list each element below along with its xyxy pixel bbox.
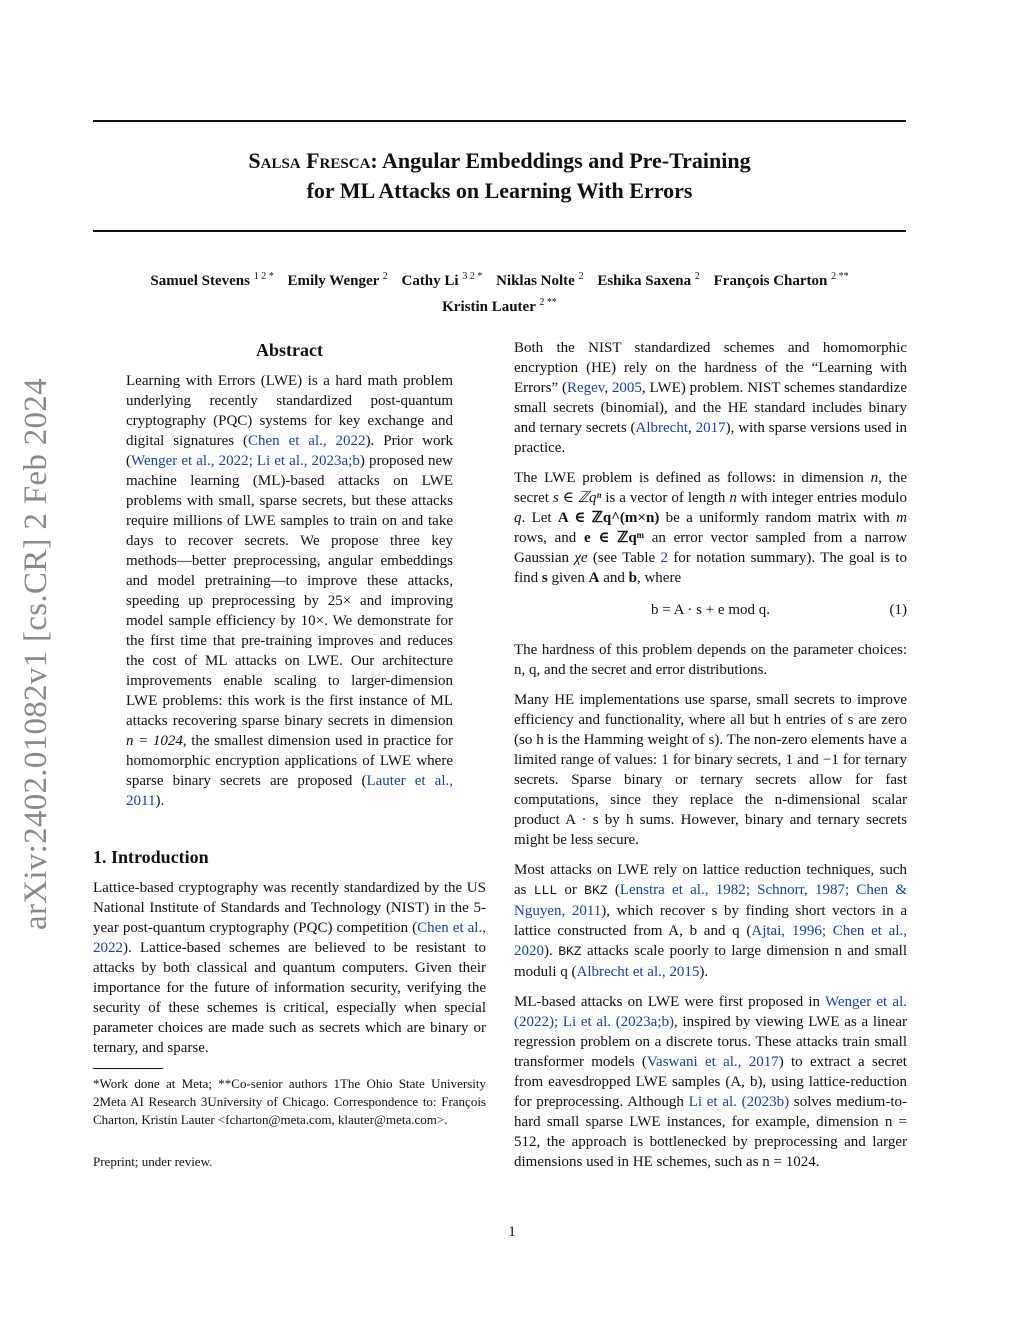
citation-link[interactable]: Albrecht: [635, 420, 689, 436]
title-smallcaps: Salsa Fresca: [248, 148, 371, 173]
author: Cathy Li $^{3 2 *}$: [401, 271, 483, 289]
paragraph-lattice-attacks: Most attacks on LWE rely on lattice reduction techniques, such as LLL or BKZ (Lenstra et al., 1982; Schnorr, 1987; Chen & Nguyen, 2011), which recover s by finding short vectors in a lattice constructed from A, b and q (Ajtai, 1996; Chen et al., 2020). BKZ attacks scale poorly to large dimension n and small moduli q (Albrecht et al., 2015).: [514, 862, 907, 980]
preprint-note: Preprint; under review.: [93, 1154, 213, 1169]
footnote-rule: [93, 1068, 163, 1069]
abstract-heading: Abstract: [256, 340, 323, 360]
footnote: *Work done at Meta; **Co-senior authors 1The Ohio State University 2Meta AI Research 3University of Chicago. Correspondence to: François Charton, Kristin Lauter <fcharton@meta.com, klauter@meta.com>.: [93, 1076, 486, 1127]
author-list: [93, 266, 906, 318]
citation-link[interactable]: Chen et al., 2022: [93, 920, 486, 956]
author: Emily Wenger $^2$: [287, 271, 388, 289]
citation-link[interactable]: Wenger et al., 2022; Li et al., 2023a;b: [131, 453, 360, 469]
author: Kristin Lauter $^{2 **}$: [442, 297, 557, 315]
paragraph-sparse-secrets: Many HE implementations use sparse, small secrets to improve efficiency and functionality, where all but h entries of s are zero (so h is the Hamming weight of s). The non-zero elements have a limited range of values: 1 for binary secrets, 1 and −1 for ternary secrets. Sparse binary or ternary secrets allow for fast computations, since they replace the n-dimensional scalar product A · s by h sums. However, binary and ternary secrets might be less secure.: [514, 692, 907, 848]
citation-link[interactable]: Regev: [566, 380, 605, 396]
page-number: 1: [508, 1224, 516, 1240]
left-column: [93, 338, 486, 1171]
paragraph-hardness: The hardness of this problem depends on the parameter choices: n, q, and the secret and error distributions.: [514, 642, 907, 678]
right-column: [514, 338, 907, 1182]
paragraph-lwe-definition: The LWE problem is defined as follows: in dimension n, the secret s ∈ ℤqⁿ is a vector of length n with integer entries modulo q. Let A ∈ ℤq^(m×n) be a uniformly random matrix with m rows, and e ∈ ℤqᵐ an error vector sampled from a narrow Gaussian χe (see Table 2 for notation summary). The goal is to find s given A and b, where: [514, 470, 908, 586]
title-top-rule: [93, 120, 906, 122]
citation-link[interactable]: Li et al. (2023b): [688, 1094, 790, 1110]
table-link[interactable]: 2: [660, 550, 668, 566]
citation-link[interactable]: Wenger et al. (2022); Li et al. (2023a;b): [514, 994, 907, 1030]
title-line1: : Angular Embeddings and Pre-Training: [370, 148, 751, 173]
abstract-text: Learning with Errors (LWE) is a hard math problem underlying recently standardized post-quantum cryptography (PQC) systems for key exchange and digital signatures (Chen et al., 2022). Prior work (Wenger et al., 2022; Li et al., 2023a;b) proposed new machine learning (ML)-based attacks on LWE problems with small, sparse secrets, but these attacks require millions of LWE samples to train on and take days to recover secrets. We propose three key methods—better preprocessing, angular embeddings and model pretraining—to improve these attacks, speeding up preprocessing by 25× and improving model sample efficiency by 10×. We demonstrate for the first time that pre-training improves and reduces the cost of ML attacks on LWE. Our architecture improvements enable scaling to larger-dimension LWE problems: this work is the first instance of ML attacks recovering sparse binary secrets in dimension n = 1024, the smallest dimension used in practice for homomorphic encryption applications of LWE where sparse binary secrets are proposed (Lauter et al., 2011).: [126, 373, 454, 809]
citation-link[interactable]: Chen et al., 2022: [247, 433, 366, 449]
equation-expression: b = A · s + e mod q.: [650, 602, 770, 618]
author: Niklas Nolte $^2$: [496, 271, 584, 289]
title-line2: for ML Attacks on Learning With Errors: [306, 178, 693, 203]
citation-link[interactable]: Lenstra et al., 1982; Schnorr, 1987; Chen & Nguyen, 2011: [514, 882, 907, 919]
paper-title: [93, 146, 906, 206]
arxiv-watermark: arXiv:2402.01082v1 [cs.CR] 2 Feb 2024: [18, 378, 54, 930]
citation-link[interactable]: 2005: [611, 380, 642, 396]
section-heading-introduction: 1. Introduction: [93, 847, 209, 867]
citation-link[interactable]: Ajtai, 1996; Chen et al., 2020: [514, 923, 907, 959]
equation-1: [514, 598, 907, 622]
citation-link[interactable]: Lauter et al., 2011: [126, 773, 453, 809]
intro-paragraph: Lattice-based cryptography was recently standardized by the US National Institute of Standards and Technology (NIST) in the 5-year post-quantum cryptography (PQC) competition (Chen et al., 2022). Lattice-based schemes are believed to be resistant to attacks by both classical and quantum computers. Given their importance for the future of information security, verifying the security of these schemes is critical, especially when special parameter choices are made such as secrets which are binary or ternary, and sparse.: [93, 880, 486, 1056]
citation-link[interactable]: Albrecht et al., 2015: [576, 964, 700, 980]
author: Samuel Stevens $^{1 2 *}$: [150, 271, 274, 289]
title-bottom-rule: [93, 230, 906, 232]
equation-number: (1): [889, 602, 907, 618]
paragraph-ml-attacks: ML-based attacks on LWE were first proposed in Wenger et al. (2022); Li et al. (2023a;b), inspired by viewing LWE as a linear regression problem on a discrete torus. These attacks train small transformer models (Vaswani et al., 2017) to extract a secret from eavesdropped LWE samples (A, b), using lattice-reduction for preprocessing. Although Li et al. (2023b) solves medium-to-hard small sparse LWE instances, for example, dimension n = 512, the approach is bottlenecked by preprocessing and larger dimensions used in HE schemes, such as n = 1024.: [514, 994, 907, 1170]
citation-link[interactable]: Vaswani et al., 2017: [646, 1054, 779, 1070]
paragraph-nist: Both the NIST standardized schemes and homomorphic encryption (HE) rely on the hardness of the “Learning with Errors” (Regev, 2005, LWE) problem. NIST schemes standardize small secrets (binomial), and the HE standard includes binary and ternary secrets (Albrecht, 2017), with sparse versions used in practice.: [514, 340, 908, 456]
citation-link[interactable]: 2017: [695, 420, 726, 436]
author: François Charton $^{2 **}$: [713, 271, 849, 289]
author: Eshika Saxena $^2$: [597, 271, 700, 289]
